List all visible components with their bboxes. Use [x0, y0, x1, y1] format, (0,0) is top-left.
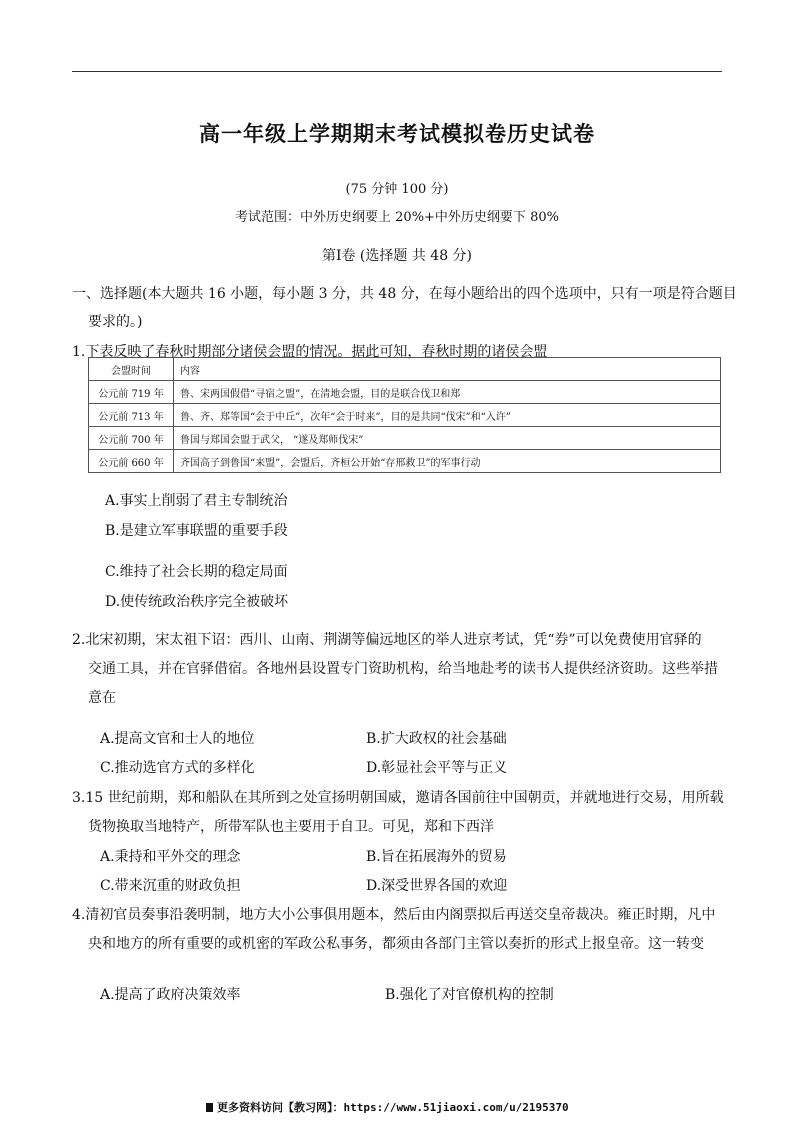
table-row	[89, 381, 721, 404]
q3-option-d: D.深受世界各国的欢迎	[366, 878, 508, 894]
top-rule	[72, 71, 722, 72]
q2-stem-line-3: 意在	[88, 690, 116, 706]
table-cell: 鲁、齐、郑等国“会于中丘”，次年“会于时来”，目的是共同“伐宋”和“入许”	[174, 404, 721, 427]
table-cell: 公元前 660 年	[89, 450, 174, 473]
table-cell: 公元前 719 年	[89, 381, 174, 404]
footer-text: 更多资料访问【教习网】：https://www.51jiaoxi.com/u/2195370	[217, 1101, 569, 1114]
table-header-row	[89, 358, 721, 381]
table-cell: 鲁、宋两国假借“寻宿之盟”，在清地会盟，目的是联合伐卫和郑	[174, 381, 721, 404]
table-header-cell: 会盟时间	[89, 358, 174, 381]
table-cell: 鲁国与郑国会盟于武父， “遂及郑师伐宋”	[174, 427, 721, 450]
table-cell: 齐国高子到鲁国“来盟”，会盟后，齐桓公开始“存邢救卫”的军事行动	[174, 450, 721, 473]
table-cell: 公元前 700 年	[89, 427, 174, 450]
footer-link[interactable]	[206, 1099, 569, 1115]
q1-option-d: D.使传统政治秩序完全被破坏	[105, 594, 289, 610]
q4-option-a: A.提高了政府决策效率	[100, 987, 241, 1003]
flag-icon	[206, 1103, 213, 1112]
q2-option-b: B.扩大政权的社会基础	[366, 731, 507, 747]
q1-option-c: C.维持了社会长期的稳定局面	[105, 564, 288, 580]
q2-option-a: A.提高文官和士人的地位	[100, 731, 255, 747]
exam-title: 高一年级上学期期末考试模拟卷历史试卷	[199, 121, 595, 146]
q2-option-d: D.彰显社会平等与正义	[366, 760, 508, 776]
table-row	[89, 404, 721, 427]
table-row	[89, 450, 721, 473]
instructions-line-2: 要求的。)	[88, 314, 143, 330]
time-score: (75 分钟 100 分)	[345, 182, 449, 197]
instructions-line-1: 一、选择题(本大题共 16 小题，每小题 3 分，共 48 分，在每小题给出的四个选项中，只有一项是符合题目	[72, 286, 737, 302]
q3-stem-line-1: 3.15 世纪前期，郑和船队在其所到之处宣扬明朝国威，邀请各国前往中国朝贡，并就地进行交易，用所载	[72, 790, 724, 806]
q2-stem-line-2: 交通工具，并在官驿借宿。各地州县设置专门资助机构，给当地赴考的读书人提供经济资助。这些举措	[88, 661, 718, 677]
q3-option-b: B.旨在拓展海外的贸易	[366, 849, 507, 865]
q4-stem-line-2: 央和地方的所有重要的或机密的军政公私事务，都须由各部门主管以奏折的形式上报皇帝。这一转变	[88, 936, 704, 952]
q2-option-c: C.推动选官方式的多样化	[100, 760, 255, 776]
table-row	[89, 427, 721, 450]
q1-option-b: B.是建立军事联盟的重要手段	[105, 523, 288, 539]
q3-option-a: A.秉持和平外交的理念	[100, 849, 241, 865]
q3-stem-line-2: 货物换取当地特产，所带军队也主要用于自卫。可见，郑和下西洋	[88, 819, 494, 835]
q4-option-b: B.强化了对官僚机构的控制	[385, 987, 554, 1003]
exam-scope: 考试范围：中外历史纲要上 20%+中外历史纲要下 80%	[235, 210, 559, 225]
q1-table	[88, 357, 721, 473]
table-cell: 公元前 713 年	[89, 404, 174, 427]
section-title: 第Ⅰ卷 (选择题 共 48 分)	[321, 248, 473, 264]
q4-stem-line-1: 4.清初官员奏事沿袭明制，地方大小公事俱用题本，然后由内阁票拟后再送交皇帝裁决。雍正时期，凡中	[72, 907, 716, 923]
table-header-cell: 内容	[174, 358, 721, 381]
q2-stem-line-1: 2.北宋初期，宋太祖下诏：西川、山南、荆湖等偏远地区的举人进京考试，凭“券”可以免费使用官驿的	[72, 632, 702, 648]
q1-option-a: A.事实上削弱了君主专制统治	[105, 493, 288, 509]
q3-option-c: C.带来沉重的财政负担	[100, 878, 241, 894]
q1-stem: 1.下表反映了春秋时期部分诸侯会盟的情况。据此可知，春秋时期的诸侯会盟	[72, 344, 548, 360]
